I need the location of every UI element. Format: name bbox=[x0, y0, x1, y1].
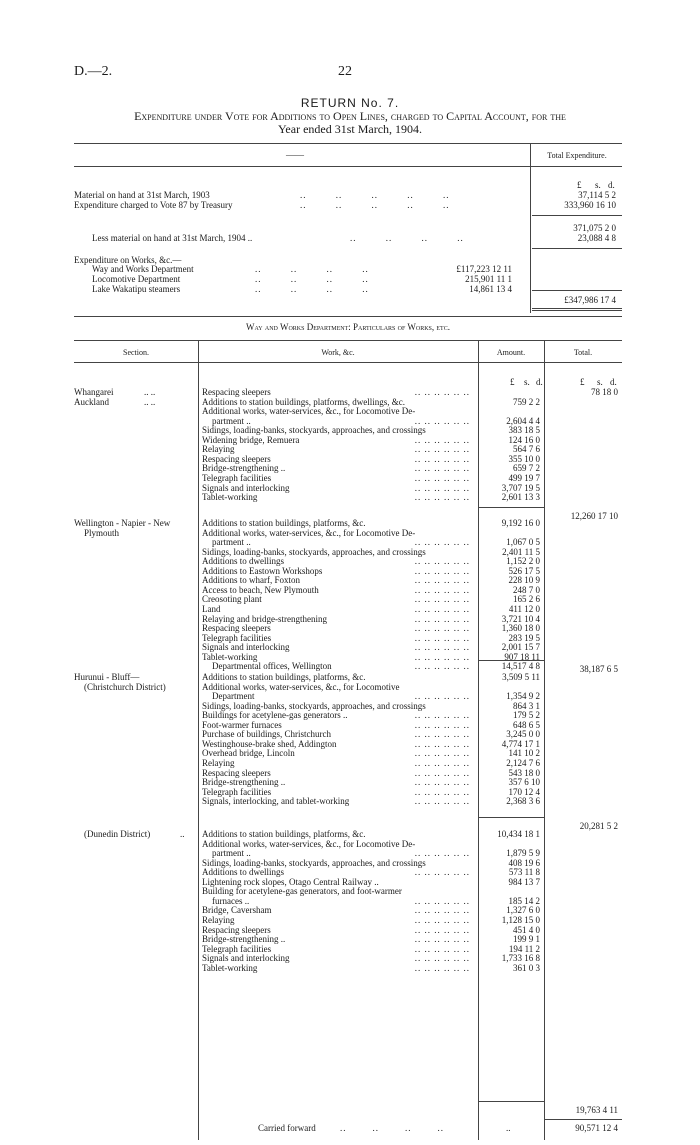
title-line-2: Year ended 31st March, 1904. bbox=[277, 122, 423, 136]
work-amount: 2,601 13 3 bbox=[501, 492, 540, 503]
work-description: Bridge-strengthening .. bbox=[202, 463, 286, 474]
page-number: 22 bbox=[338, 64, 352, 79]
work-amount: 2,124 7 6 bbox=[506, 757, 540, 768]
summary-column-header: Total Expenditure. bbox=[547, 151, 607, 160]
work-amount: 2,368 3 6 bbox=[506, 796, 540, 807]
group-total: 19,763 4 11 bbox=[575, 1105, 618, 1115]
work-amount: 573 11 8 bbox=[508, 867, 540, 878]
work-description: Respacing sleepers bbox=[202, 623, 271, 634]
work-description: Tablet-working bbox=[202, 962, 258, 973]
work-amount: 228 10 9 bbox=[508, 575, 540, 586]
summary-row-total: 333,960 16 10 bbox=[564, 200, 616, 210]
summary-row-label: Material on hand at 31st March, 1903 bbox=[74, 190, 210, 200]
work-amount: 199 9 1 bbox=[513, 934, 540, 945]
section-label: Hurunui - Bluff— bbox=[74, 672, 140, 682]
work-amount: 543 18 0 bbox=[508, 767, 540, 778]
work-description: Foot-warmer furnaces bbox=[202, 719, 282, 730]
work-amount: 3,245 0 0 bbox=[506, 729, 540, 740]
section-label: Whangarei bbox=[74, 387, 114, 397]
group-total-first: 78 18 0 bbox=[591, 387, 618, 397]
work-amount: 1,067 0 5 bbox=[506, 537, 540, 548]
work-description: Relaying and bridge-strengthening bbox=[202, 613, 327, 624]
work-description: Telegraph facilities bbox=[202, 472, 272, 483]
work-description: Purchase of buildings, Christchurch bbox=[202, 729, 331, 740]
section-label: Plymouth bbox=[84, 527, 120, 538]
work-description: Signals, interlocking, and tablet-working bbox=[202, 796, 350, 807]
group-total: 38,187 6 5 bbox=[579, 664, 618, 674]
work-description: Additional works, water-services, &c., for Locomotive De- bbox=[202, 406, 416, 417]
amount-currency-pound: £ bbox=[510, 377, 515, 387]
work-amount: 185 14 2 bbox=[508, 895, 540, 906]
work-amount: 408 19 6 bbox=[508, 857, 540, 868]
work-description: partment .. bbox=[212, 848, 251, 859]
work-amount: 1,128 15 0 bbox=[501, 914, 540, 925]
work-amount: 1,733 16 8 bbox=[501, 953, 540, 964]
work-amount: 659 7 2 bbox=[513, 463, 540, 474]
work-description: Department bbox=[212, 691, 255, 702]
work-amount: 411 12 0 bbox=[508, 603, 540, 614]
work-description: Sidings, loading-banks, stockyards, approaches, and crossings bbox=[202, 425, 426, 436]
work-description: Additional works, water-services, &c., for Locomotive De- bbox=[202, 527, 416, 538]
currency-shillings: s. bbox=[595, 180, 601, 190]
work-description: Additions to wharf, Foxton bbox=[202, 575, 300, 586]
work-description: Additional works, water-services, &c., for Locomotive bbox=[202, 681, 400, 692]
work-description: Additions to dwellings bbox=[202, 556, 285, 567]
work-description: Widening bridge, Remuera bbox=[202, 434, 300, 445]
work-amount: 3,707 19 5 bbox=[501, 482, 540, 493]
work-amount: 170 12 4 bbox=[508, 786, 540, 797]
work-description: Signals and interlocking bbox=[202, 953, 290, 964]
works-amount: £117,223 12 11 bbox=[456, 264, 512, 274]
work-description: Additions to station buildings, platforms, &c. bbox=[202, 672, 366, 682]
works-label: Lake Wakatipu steamers bbox=[92, 284, 181, 294]
work-description: Tablet-working bbox=[202, 651, 258, 662]
work-amount: 3,509 5 11 bbox=[502, 672, 540, 682]
carried-forward-label: Carried forward bbox=[258, 1123, 316, 1133]
work-amount: 1,360 18 0 bbox=[501, 623, 540, 634]
col-header-section: Section. bbox=[123, 348, 149, 357]
work-amount: 451 4 0 bbox=[513, 924, 540, 935]
col-header-work: Work, &c. bbox=[321, 348, 355, 357]
work-description: Telegraph facilities bbox=[202, 786, 272, 797]
works-amount: 14,861 13 4 bbox=[469, 284, 512, 294]
work-description: Respacing sleepers bbox=[202, 767, 271, 778]
carried-forward-total: 90,571 12 4 bbox=[575, 1123, 618, 1133]
title-line-1: Expenditure under Vote for Additions to Open Lines, charged to Capital Account, for the bbox=[134, 109, 566, 123]
work-description: Additions to station buildings, platforms, &c. bbox=[202, 518, 366, 528]
work-description: Westinghouse-brake shed, Addington bbox=[202, 738, 337, 749]
work-amount: 2,604 4 4 bbox=[506, 415, 540, 426]
work-description: furnaces .. bbox=[212, 895, 250, 906]
work-amount: 165 2 6 bbox=[513, 594, 540, 605]
work-description: Bridge-strengthening .. bbox=[202, 777, 286, 788]
section-label: Auckland bbox=[74, 396, 109, 407]
currency-pound: £ bbox=[577, 180, 582, 190]
work-description: Bridge-strengthening .. bbox=[202, 934, 286, 945]
work-description: Creosoting plant bbox=[202, 594, 262, 605]
work-amount: 1,327 6 0 bbox=[506, 905, 540, 916]
section-label: Wellington - Napier - New bbox=[74, 518, 171, 528]
works-label: Locomotive Department bbox=[92, 274, 181, 284]
work-description: Lightening rock slopes, Otago Central Railway .. bbox=[202, 876, 379, 887]
amount-currency-shillings: s. bbox=[524, 377, 530, 387]
work-amount: 194 11 2 bbox=[508, 943, 540, 954]
group-total: 12,260 17 10 bbox=[570, 511, 618, 521]
col-header-amount: Amount. bbox=[496, 348, 526, 357]
work-amount: 361 0 3 bbox=[513, 962, 540, 973]
work-description: Additions to station buildings, platforms, dwellings, &c. bbox=[202, 396, 405, 407]
work-amount: 179 5 2 bbox=[513, 710, 540, 721]
work-amount: 10,434 18 1 bbox=[497, 829, 540, 839]
works-heading: Expenditure on Works, &c.— bbox=[74, 255, 182, 265]
work-description: Access to beach, New Plymouth bbox=[202, 584, 319, 595]
work-amount: 14,517 4 8 bbox=[501, 661, 540, 672]
work-description: Additions to Eastown Workshops bbox=[202, 565, 323, 576]
work-description: Departmental offices, Wellington bbox=[212, 661, 332, 672]
summary-subtotal: 371,075 2 0 bbox=[573, 223, 616, 233]
work-amount: 141 10 2 bbox=[508, 748, 540, 759]
works-total: £347,986 17 4 bbox=[564, 295, 616, 305]
work-amount: 3,721 10 4 bbox=[501, 613, 540, 624]
section-title: Way and Works Department: Particulars of Works, etc. bbox=[246, 322, 450, 332]
work-description: Relaying bbox=[202, 914, 235, 925]
work-amount: 564 7 6 bbox=[513, 444, 540, 455]
group-total: 20,281 5 2 bbox=[579, 821, 618, 831]
work-description: Additions to dwellings bbox=[202, 867, 285, 878]
work-amount: 1,354 9 2 bbox=[506, 691, 540, 702]
total-currency-pound: £ bbox=[580, 377, 585, 387]
total-currency-pence: d. bbox=[610, 377, 617, 387]
work-description: Sidings, loading-banks, stockyards, approaches, and crossings bbox=[202, 857, 426, 868]
summary-row-label: Expenditure charged to Vote 87 by Treasury bbox=[74, 200, 233, 210]
work-description: Relaying bbox=[202, 757, 235, 768]
work-description: partment .. bbox=[212, 537, 251, 548]
work-amount: 526 17 5 bbox=[508, 565, 540, 576]
work-amount: 499 19 7 bbox=[508, 472, 540, 483]
work-amount: 9,192 16 0 bbox=[501, 518, 540, 528]
total-currency-shillings: s. bbox=[597, 377, 603, 387]
work-amount: 4,774 17 1 bbox=[501, 738, 540, 749]
work-amount: 283 19 5 bbox=[508, 632, 540, 643]
work-amount: 648 6 5 bbox=[513, 719, 540, 730]
work-description: Buildings for acetylene-gas generators .. bbox=[202, 710, 348, 721]
work-description: Sidings, loading-banks, stockyards, approaches, and crossings bbox=[202, 700, 426, 711]
col-header-total: Total. bbox=[573, 348, 593, 357]
work-amount: 1,152 2 0 bbox=[506, 556, 540, 567]
work-description: Respacing sleepers bbox=[202, 924, 271, 935]
work-description: Signals and interlocking bbox=[202, 482, 290, 493]
work-description: Sidings, loading-banks, stockyards, approaches, and crossings bbox=[202, 546, 426, 557]
work-amount: 2,401 11 5 bbox=[502, 546, 540, 557]
work-description: Relaying bbox=[202, 444, 235, 455]
summary-row-total: 37,114 5 2 bbox=[578, 190, 616, 200]
work-amount: 355 10 0 bbox=[508, 453, 540, 464]
currency-pence: d. bbox=[608, 180, 615, 190]
work-amount: 248 7 0 bbox=[513, 584, 540, 595]
work-description: Telegraph facilities bbox=[202, 943, 272, 954]
document-reference: D.—2. bbox=[74, 64, 113, 79]
work-amount: 383 18 5 bbox=[508, 425, 540, 436]
work-amount: 864 3 1 bbox=[513, 700, 540, 711]
work-amount: 907 18 11 bbox=[504, 651, 540, 662]
work-amount: 357 6 10 bbox=[508, 777, 540, 788]
works-label: Way and Works Department bbox=[92, 264, 194, 274]
work-description: Signals and interlocking bbox=[202, 642, 290, 653]
amount-currency-pence: d. bbox=[536, 377, 543, 387]
work-amount: 2,001 15 7 bbox=[501, 642, 540, 653]
work-description: Respacing sleepers bbox=[202, 387, 271, 397]
work-description: Overhead bridge, Lincoln bbox=[202, 748, 295, 759]
work-description: Telegraph facilities bbox=[202, 632, 272, 643]
summary-row-total: 23,088 4 8 bbox=[577, 233, 616, 243]
section-label: (Dunedin District) bbox=[84, 829, 151, 839]
work-description: Land bbox=[202, 603, 221, 614]
section-label: (Christchurch District) bbox=[84, 681, 166, 692]
work-amount: 984 13 7 bbox=[508, 876, 540, 887]
work-amount: 124 16 0 bbox=[508, 434, 540, 445]
work-amount: 759 2 2 bbox=[513, 396, 540, 407]
work-description: Building for acetylene-gas generators, and foot-warmer bbox=[202, 886, 402, 897]
summary-row-label: Less material on hand at 31st March, 1904 .. bbox=[92, 233, 253, 243]
return-title: RETURN No. 7. bbox=[300, 96, 400, 110]
work-description: partment .. bbox=[212, 415, 251, 426]
work-description: Respacing sleepers bbox=[202, 453, 271, 464]
work-description: Additional works, water-services, &c., for Locomotive De- bbox=[202, 838, 416, 849]
document-title bbox=[72, 110, 628, 136]
work-description: Tablet-working bbox=[202, 492, 258, 503]
summary-dash: —— bbox=[286, 150, 304, 160]
work-description: Additions to station buildings, platforms, &c. bbox=[202, 829, 366, 839]
work-description: Bridge, Caversham bbox=[202, 905, 272, 916]
works-amount: 215,901 11 1 bbox=[465, 274, 512, 284]
work-amount: 1,879 5 9 bbox=[506, 848, 540, 859]
